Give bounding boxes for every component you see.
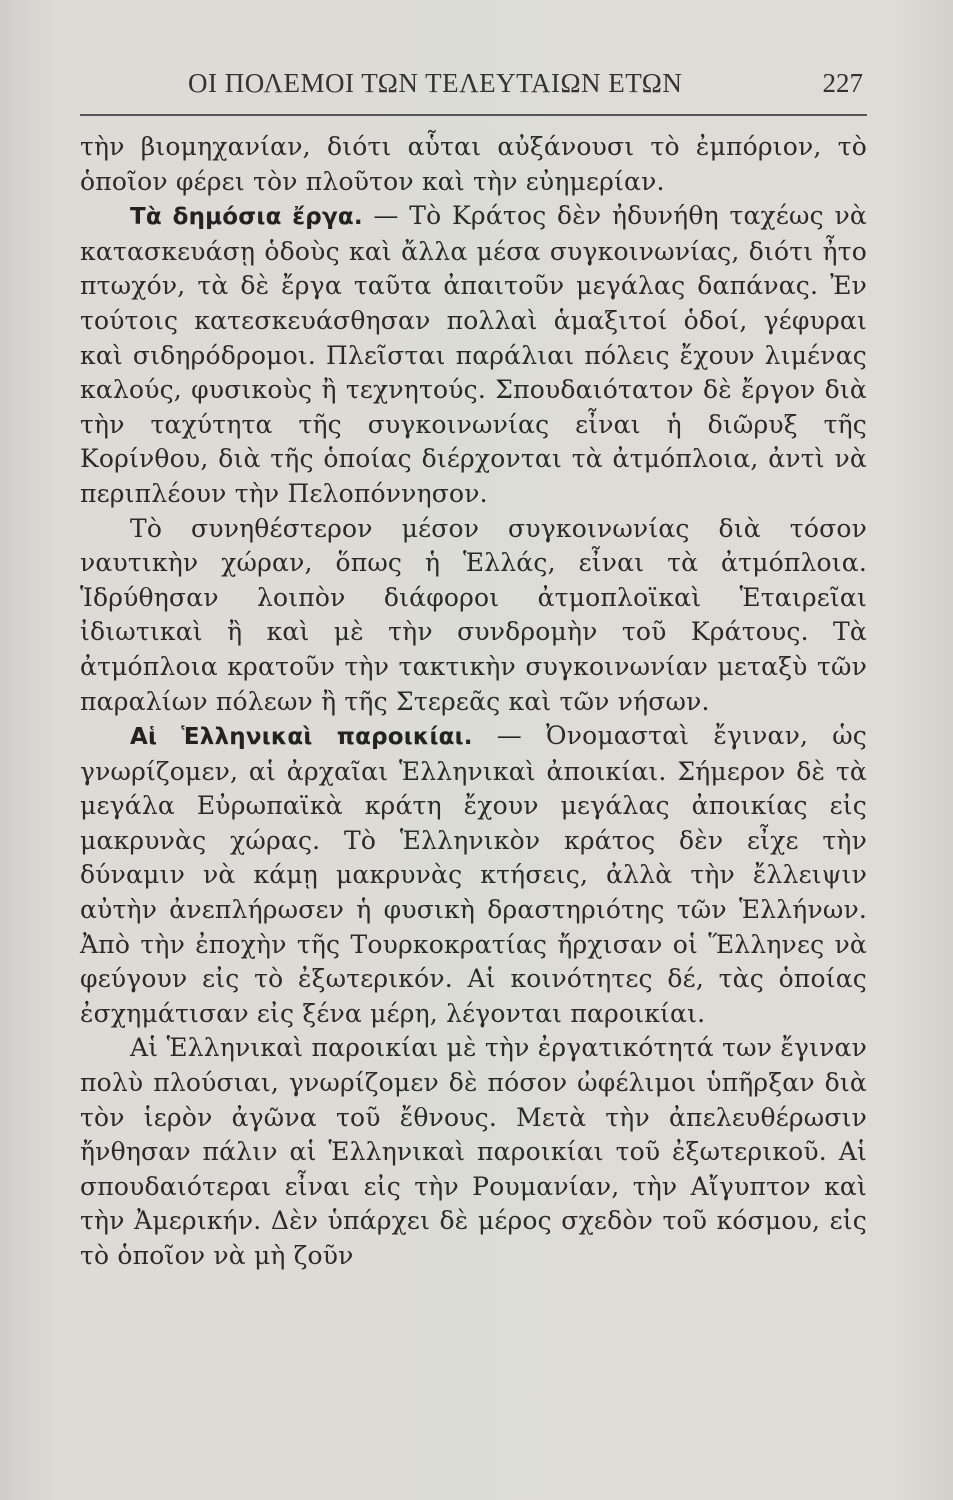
section-title-colonies: Αἱ Ἑλληνικαὶ παροικίαι. — [130, 724, 473, 751]
section-title-public-works: Τὰ δημόσια ἔργα. — [130, 204, 363, 231]
paragraph-public-works — [80, 199, 867, 511]
paragraph-colonies — [80, 719, 867, 1031]
paragraph: Τὸ συνηθέστερον μέσον συγκοινωνίας διὰ τόσον ναυτικὴν χώραν, ὅπως ἡ Ἑλλάς, εἶναι τὰ ἀτμόπλοια. Ἱδρύθησαν λοιπὸν διάφοροι ἀτμοπλοϊκαὶ Ἑταιρεῖαι ἰδιωτικαὶ ἢ καὶ μὲ τὴν συνδρομὴν τοῦ Κράτους. Τὰ ἀτμόπλοια κρατοῦν τὴν τακτικὴν συγκοινωνίαν μεταξὺ τῶν παραλίων πόλεων ἢ τῆς Στερεᾶς καὶ τῶν νήσων. — [80, 513, 867, 716]
section-text-colonies: — Ὀνομασταὶ ἔγιναν, ὡς γνωρίζομεν, αἱ ἀρχαῖαι Ἑλληνικαὶ ἀποικίαι. Σήμερον δὲ τὰ μεγάλα Εὐρωπαϊκὰ κράτη ἔχουν μεγάλας ἀποικίας εἰς μακρυνὰς χώρας. Τὸ Ἑλληνικὸν κράτος δὲν εἶχε τὴν δύναμιν νὰ κάμῃ μακρυνὰς κτήσεις, ἀλλὰ τὴν ἔλλειψιν αὐτὴν ἀνεπλήρωσεν ἡ φυσικὴ δραστηριότης τῶν Ἑλλήνων. Ἀπὸ τὴν ἐποχὴν τῆς Τουρκοκρατίας ἤρχισαν οἱ Ἕλληνες νὰ φεύγουν εἰς τὸ ἐξωτερικόν. Αἱ κοινότητες δέ, τὰς ὁποίας ἐσχημάτισαν εἰς ξένα μέρη, λέγονται παροικίαι. — [80, 721, 867, 1028]
section-text-public-works: — Τὸ Κράτος δὲν ἠδυνήθη ταχέως νὰ κατασκευάσῃ ὁδοὺς καὶ ἄλλα μέσα συγκοινωνίας, διότι ἦτο πτωχόν, τὰ δὲ ἔργα ταῦτα ἀπαιτοῦν μεγάλας δαπάνας. Ἐν τούτοις κατεσκευάσθησαν πολλαὶ ἁμαξιτοί ὁδοί, γέφυραι καὶ σιδηρόδρομοι. Πλεῖσται παράλιαι πόλεις ἔχουν λιμένας καλούς, φυσικοὺς ἢ τεχνητούς. Σπουδαιότατον δὲ ἔργον διὰ τὴν ταχύτητα τῆς συγκοινωνίας εἶναι ἡ διῶρυξ τῆς Κορίνθου, διὰ τῆς ὁποίας διέρχονται τὰ ἀτμόπλοια, ἀντὶ νὰ περιπλέουν τὴν Πελοπόννησον. — [80, 201, 867, 508]
page-number: 227 — [822, 68, 863, 98]
paragraph: Αἱ Ἑλληνικαὶ παροικίαι μὲ τὴν ἐργατικότητά των ἔγιναν πολὺ πλούσιαι, γνωρίζομεν δὲ πόσον ὠφέλιμοι ὑπῆρξαν διὰ τὸν ἱερὸν ἀγῶνα τοῦ ἔθνους. Μετὰ τὴν ἀπελευθέρωσιν ἤνθησαν πάλιν αἱ Ἑλληνικαὶ παροικίαι τοῦ ἐξωτερικοῦ. Αἱ σπουδαιότεραι εἶναι εἰς τὴν Ρουμανίαν, τὴν Αἴγυπτον καὶ τὴν Ἀμερικήν. Δὲν ὑπάρχει δὲ μέρος σχεδὸν τοῦ κόσμου, εἰς τὸ ὁποῖον νὰ μὴ ζοῦν — [80, 1033, 867, 1270]
running-title: ΟΙ ΠΟΛΕΜΟΙ ΤΩΝ ΤΕΛΕΥΤΑΙΩΝ ΕΤΩΝ — [188, 68, 683, 98]
paragraph: τὴν βιομηχανίαν, διότι αὗται αὐξάνουσι τὸ ἐμπόριον, τὸ ὁποῖον φέρει τὸν πλοῦτον καὶ τὴν εὐημερίαν. — [80, 132, 867, 196]
page-header — [80, 68, 867, 108]
body-text — [80, 130, 867, 1274]
header-rule — [80, 114, 867, 116]
